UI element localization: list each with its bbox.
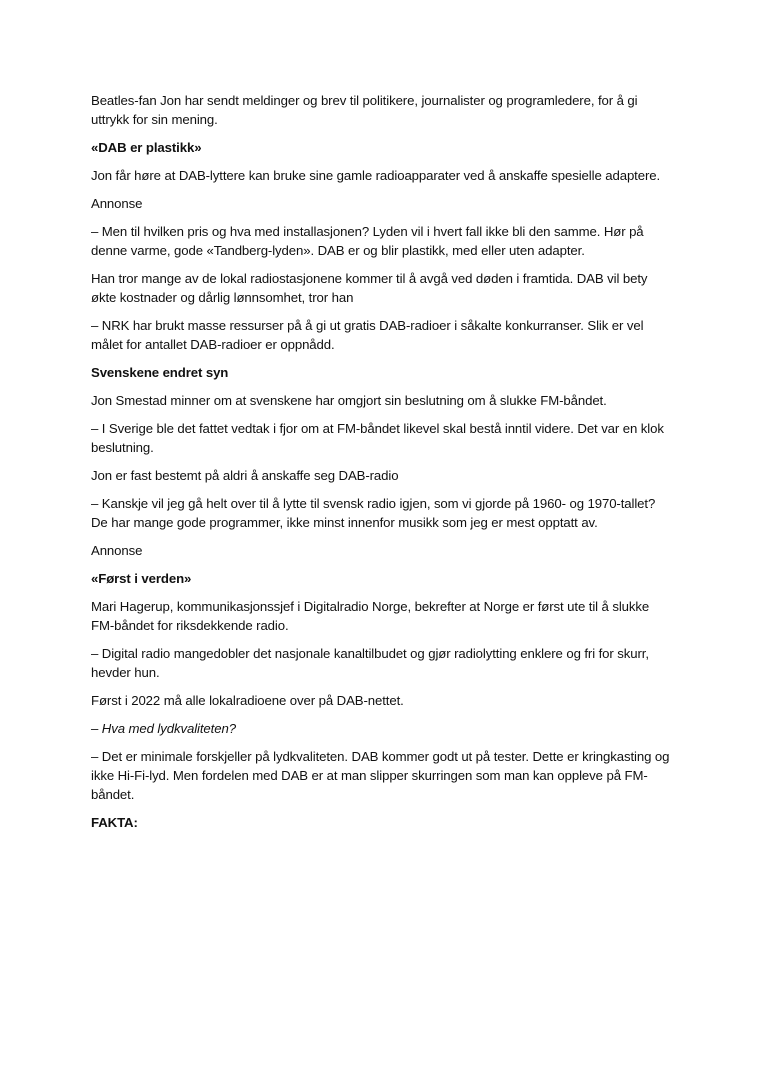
- document-page: [91, 91, 673, 841]
- paragraph-smestad: Jon Smestad minner om at svenskene har omgjort sin beslutning om å slukke FM-båndet.: [91, 393, 607, 408]
- question-lydkvalitet: – Hva med lydkvaliteten?: [91, 721, 236, 736]
- paragraph-fast-bestemt: Jon er fast bestemt på aldri å anskaffe seg DAB-radio: [91, 468, 399, 483]
- ad-label: Annonse: [91, 196, 143, 211]
- paragraph-intro: Beatles-fan Jon har sendt meldinger og brev til politikere, journalister og programledere, for å gi uttrykk for sin mening.: [91, 93, 638, 127]
- heading-dab-er-plastikk: «DAB er plastikk»: [91, 140, 202, 155]
- paragraph-lokalradio: Han tror mange av de lokal radiostasjonene kommer til å avgå ved døden i framtida. DAB vil bety økte kostnader og dårlig lønnsomhet, tror han: [91, 271, 648, 305]
- paragraph-hagerup: Mari Hagerup, kommunikasjonssjef i Digitalradio Norge, bekrefter at Norge er først ute til å slukke FM-båndet for riksdekkende radio.: [91, 599, 650, 633]
- paragraph-adaptere: Jon får høre at DAB-lyttere kan bruke sine gamle radioapparater ved å anskaffe spesielle adaptere.: [91, 168, 661, 183]
- heading-fakta: FAKTA:: [91, 815, 138, 830]
- paragraph-2022: Først i 2022 må alle lokalradioene over på DAB-nettet.: [91, 693, 404, 708]
- heading-svenskene: Svenskene endret syn: [91, 365, 229, 380]
- paragraph-sverige: – I Sverige ble det fattet vedtak i fjor om at FM-båndet likevel skal bestå inntil videre. Det var en klok beslutning.: [91, 421, 664, 455]
- paragraph-svensk-radio: – Kanskje vil jeg gå helt over til å lytte til svensk radio igjen, som vi gjorde på 1960- og 1970-tallet? De har mange gode programmer, ikke minst innenfor musikk som jeg er mest opptatt av.: [91, 496, 656, 530]
- paragraph-digital-radio: – Digital radio mangedobler det nasjonale kanaltilbudet og gjør radiolytting enklere og fri for skurr, hevder hun.: [91, 646, 649, 680]
- heading-forst-i-verden: «Først i verden»: [91, 571, 192, 586]
- paragraph-lydkvalitet-answer: – Det er minimale forskjeller på lydkvaliteten. DAB kommer godt ut på tester. Dette er kringkasting og ikke Hi-Fi-lyd. Men fordelen med DAB er at man slipper skurringen som man kan oppleve på FM-båndet.: [91, 749, 670, 802]
- paragraph-nrk: – NRK har brukt masse ressurser på å gi ut gratis DAB-radioer i såkalte konkurranser. Slik er vel målet for antallet DAB-radioer er oppnådd.: [91, 318, 644, 352]
- paragraph-tandberg: – Men til hvilken pris og hva med installasjonen? Lyden vil i hvert fall ikke bli den samme. Hør på denne varme, gode «Tandberg-lyden». DAB er og blir plastikk, med eller uten adapter.: [91, 224, 644, 258]
- ad-label: Annonse: [91, 543, 143, 558]
